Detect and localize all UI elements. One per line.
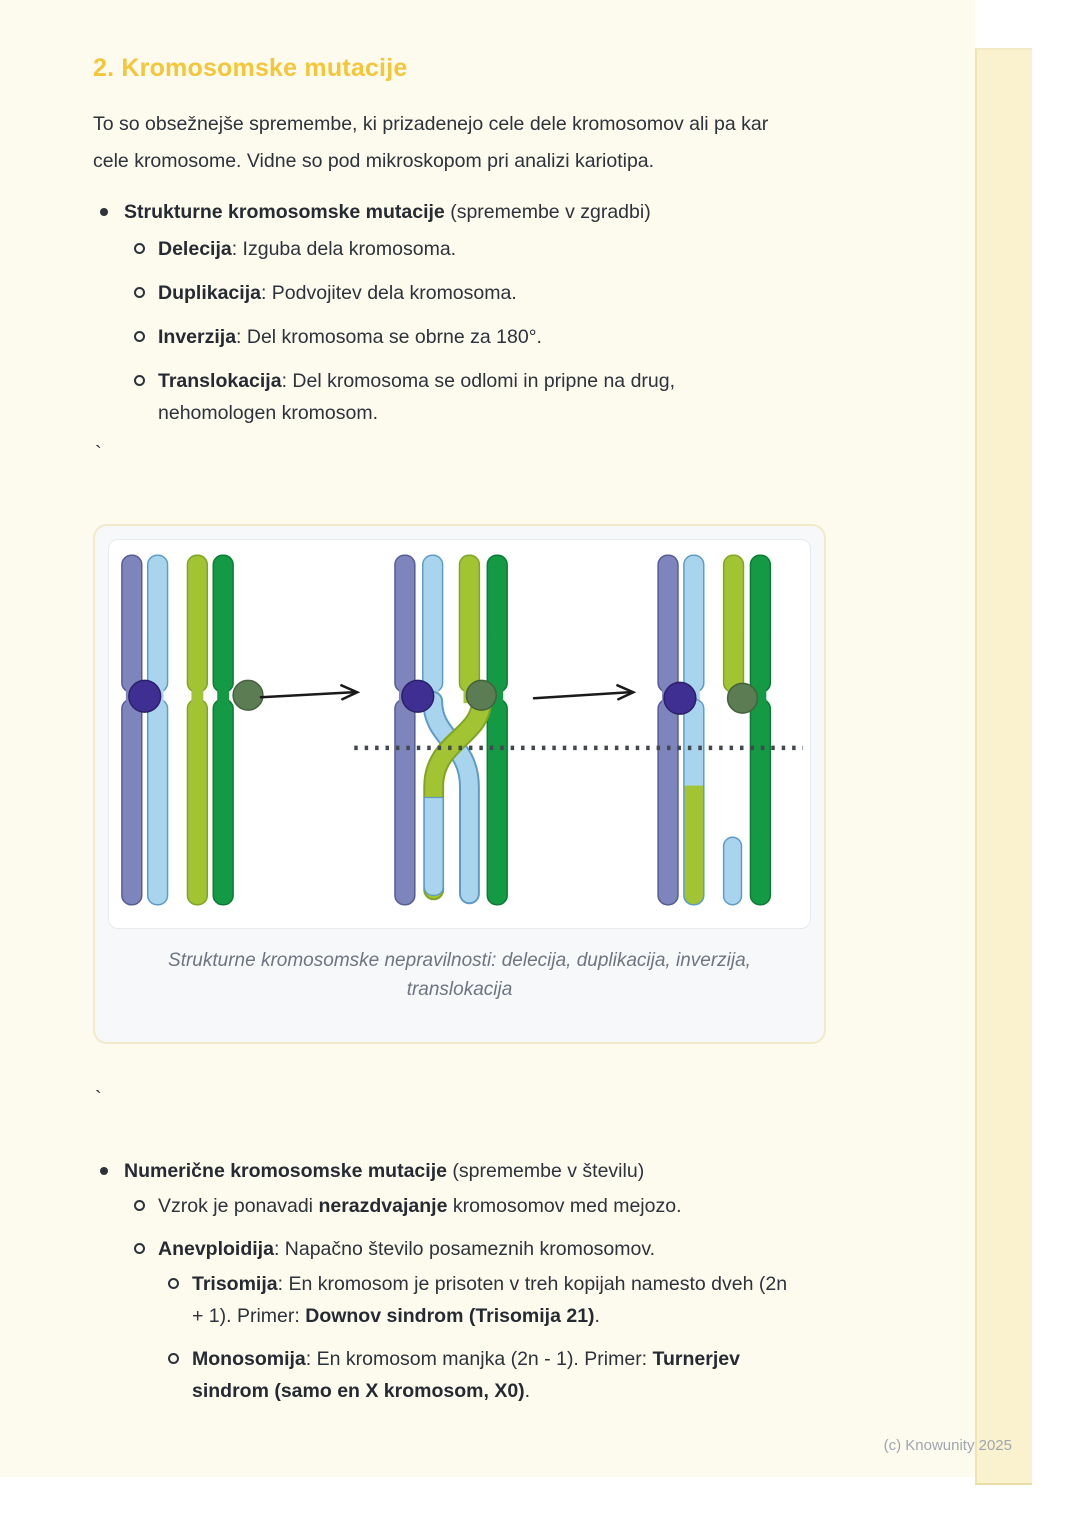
figure-image-panel: [108, 539, 811, 929]
centromere-green-icon: [466, 680, 496, 710]
term-monosomija: Monosomija: [192, 1348, 306, 1370]
intro-paragraph: [93, 106, 853, 180]
term-delecija: Delecija: [158, 238, 232, 260]
bullet-ring-icon: [134, 1200, 145, 1211]
figure-card: [93, 524, 826, 1044]
bullet-ring-icon: [134, 331, 145, 342]
stray-backtick-top: `: [95, 443, 102, 465]
figure-caption: [95, 946, 824, 1004]
list-item-monosomy: [192, 1343, 892, 1407]
bullet-ring-icon: [134, 287, 145, 298]
bullet-ring-icon: [134, 243, 145, 254]
list-item-deletion: [158, 233, 858, 265]
centromere-purple-icon: [664, 682, 696, 714]
blue-tail-segment: [424, 798, 443, 896]
def-anevploidija: : Napačno število posameznih kromosomov.: [273, 1238, 656, 1260]
list-item-inversion: [158, 321, 858, 353]
cause-pre: Vzrok je ponavadi: [158, 1195, 319, 1217]
karyotype-crossover: [395, 555, 507, 905]
list-item-translocation: [158, 365, 858, 429]
bullet-ring-icon: [168, 1278, 179, 1289]
karyotype-before: [122, 555, 263, 905]
monosomy-example-bold-line1: Turnerjev: [652, 1348, 740, 1370]
bullet-ring-icon: [134, 1243, 145, 1254]
def-translokacija-line2: nehomologen kromosom.: [158, 402, 379, 424]
bullet-dot-icon: [100, 1167, 108, 1175]
centromere-green-icon: [728, 683, 758, 713]
bullet-dot-icon: [100, 208, 108, 216]
centromere-green-icon: [233, 680, 263, 710]
monosomy-mid: : En kromosom manjka (2n - 1). Primer:: [305, 1348, 653, 1370]
arrow-right-icon-1: [261, 685, 357, 699]
karyotype-after: [658, 555, 770, 905]
def-delecija: : Izguba dela kromosoma.: [231, 238, 457, 260]
figure-caption-line2: translokacija: [406, 979, 513, 1000]
term-inverzija: Inverzija: [158, 326, 237, 348]
arrow-right-icon-2: [534, 685, 633, 699]
monosomy-example-bold-line2: sindrom (samo en X kromosom, X0): [192, 1380, 525, 1402]
centromere-purple-icon: [129, 680, 161, 712]
copyright-watermark: (c) Knowunity 2025: [883, 1437, 1012, 1454]
bullet-ring-icon: [134, 375, 145, 386]
list-item-structural-title: [124, 196, 824, 228]
list-item-trisomy: [192, 1268, 892, 1332]
cause-post: kromosomov med mejozo.: [447, 1195, 682, 1217]
term-translokacija: Translokacija: [158, 370, 282, 392]
right-edge-ribbon: [975, 48, 1032, 1485]
deleted-fragment: [724, 837, 742, 905]
chromosome-mutations-figure: [108, 542, 811, 920]
monosomy-end: .: [524, 1380, 531, 1402]
bullet-ring-icon: [168, 1353, 179, 1364]
figure-caption-line1: Strukturne kromosomske nepravilnosti: delecija, duplikacija, inverzija,: [168, 950, 751, 971]
section-heading: 2. Kromosomske mutacije: [93, 54, 408, 82]
cause-bold: nerazdvajanje: [318, 1195, 448, 1217]
structural-title-note: (spremembe v zgradbi): [444, 201, 651, 223]
trisomy-line1: : En kromosom je prisoten v treh kopijah namesto dveh (2n: [277, 1273, 788, 1295]
term-anevploidija: Anevploidija: [158, 1238, 274, 1260]
numeric-title-bold: Numerične kromosomske mutacije: [124, 1160, 447, 1182]
structural-title-bold: Strukturne kromosomske mutacije: [124, 201, 445, 223]
term-duplikacija: Duplikacija: [158, 282, 261, 304]
trisomy-line2: + 1). Primer:: [192, 1305, 306, 1327]
def-translokacija-line1: : Del kromosoma se odlomi in pripne na drug,: [281, 370, 676, 392]
trisomy-end: .: [594, 1305, 600, 1327]
centromere-purple-icon: [402, 680, 434, 712]
list-item-aneuploidy: [158, 1233, 858, 1265]
stray-backtick-bottom: `: [95, 1088, 102, 1110]
list-item-numeric-title: [124, 1155, 824, 1187]
intro-line-1: To so obsežnejše spremembe, ki prizadenejo cele dele kromosomov ali pa kar: [93, 113, 769, 135]
numeric-title-note: (spremembe v številu): [446, 1160, 645, 1182]
intro-line-2: cele kromosome. Vidne so pod mikroskopom pri analizi kariotipa.: [93, 150, 655, 172]
list-item-cause: [158, 1190, 858, 1222]
trisomy-example-bold: Downov sindrom (Trisomija 21): [305, 1305, 595, 1327]
def-inverzija: : Del kromosoma se obrne za 180°.: [236, 326, 542, 348]
def-duplikacija: : Podvojitev dela kromosoma.: [260, 282, 517, 304]
list-item-duplication: [158, 277, 858, 309]
term-trisomija: Trisomija: [192, 1273, 278, 1295]
